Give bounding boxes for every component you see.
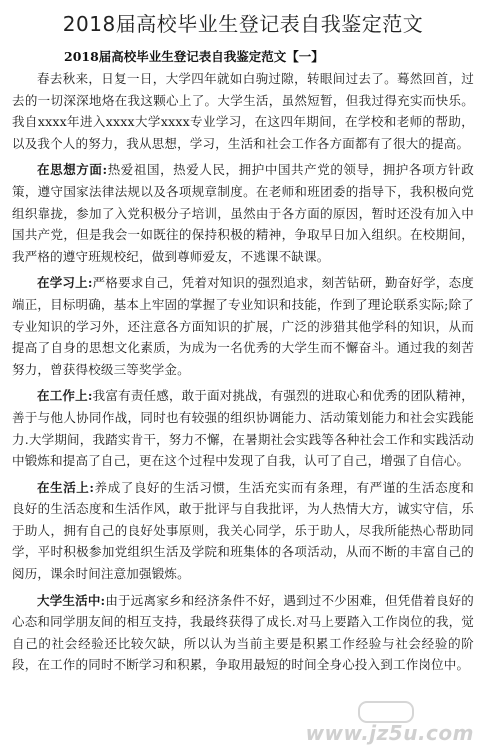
document-title: 2018届高校毕业生登记表自我鉴定范文	[62, 12, 424, 36]
paragraph-lead: 在思想方面:	[37, 162, 108, 178]
paragraph-lead: 在生活上:	[37, 479, 95, 495]
paragraph-text: 热爱祖国，热爱人民，拥护中国共产党的领导，拥护各项方针政策，遵守国家法律法规以及各项规章制度。在老师和班团委的指导下，我积极向党组织靠拢，参加了入党积极分子培训，虽然由于各方面的原因，暂时还没有加入中国共产党，但是我会一如既往的保持积极的精神，争取早日加入组织。在校期间，我严格的遵守班规校纪，做到尊师爱友，不逃课不缺课。	[12, 162, 474, 264]
watermark-text: www.jz5u.com	[305, 721, 474, 745]
paragraph-text: 春去秋来，日复一日，大学四年就如白驹过隙，转眼间过去了。蓦然回首，过去的一切深深地烙在我这颗心上了。大学生活，虽然短暂，但我过得充实而快乐。我自xxxx年进入xxxx大学xxxx专业学习，在这四年期间，在学校和老师的帮助，以及我个人的努力，我从思想，学习，生活和社会工作各方面都有了很大的提高。	[12, 71, 474, 151]
paragraph-text: 由于远离家乡和经济条件不好，遇到过不少困难，但凭借着良好的心态和同学朋友间的相互支持，我最终获得了成长.对马上要踏入工作岗位的我，觉自己的社会经验还比较欠缺，所以认为当前主要是积累工作经验与社会经验的阶段，在工作的同时不断学习和积累，争取用最短的时间全身心投入到工作岗位中。	[12, 592, 474, 673]
paragraph-text: 严格要求自己，凭着对知识的强烈追求，刻苦钻研，勤奋好学，态度端正，目标明确，基本上牢固的掌握了专业知识和技能，作到了理论联系实际;除了专业知识的学习外，还注意各方面知识的扩展，广泛的涉猎其他学科的知识，从而提高了自身的思想文化素质，为成为一名优秀的大学生而不懈奋斗。通过我的刻苦努力，曾获得校级三等奖学金。	[12, 275, 474, 377]
paragraph-thought	[12, 159, 474, 267]
paragraph-text: 养成了良好的生活习惯，生活充实而有条理，有严谨的生活态度和 良好的生活态度和生活作风，敢于批评与自我批评，为人热情大方，诚实守信，乐于助人，拥有自己的良好处事原则，我关心同学，乐于助人，尽我所能热心帮助同学，平时积极参加党组织生活及学院和班集体的各项活动，从而不断的丰富自己的阅历，课余时间注意加强锻炼。	[12, 479, 474, 582]
paragraph-text: 我富有责任感，敢于面对挑战，有强烈的进取心和优秀的团队精神，善于与他人协同作战，同时也有较强的组织协调能力、活动策划能力和社会实践能力.大学期间，我踏实肯干，努力不懈，在暑期社会实践等各种社会工作和实践活动中锻炼和提高了自己，更在这个过程中发现了自我，认可了自己，增强了自信心。	[12, 388, 474, 469]
paragraph-intro	[12, 68, 474, 154]
paragraph-lead: 大学生活中:	[37, 592, 106, 608]
document-subtitle: 2018届高校毕业生登记表自我鉴定范文【一】	[64, 49, 324, 64]
paragraph-lead: 在工作上:	[37, 388, 93, 404]
paragraph-study	[12, 272, 474, 380]
paragraph-life	[12, 477, 474, 585]
paragraph-university-life	[12, 590, 474, 676]
paragraph-lead: 在学习上:	[37, 275, 93, 291]
paragraph-work	[12, 385, 474, 471]
